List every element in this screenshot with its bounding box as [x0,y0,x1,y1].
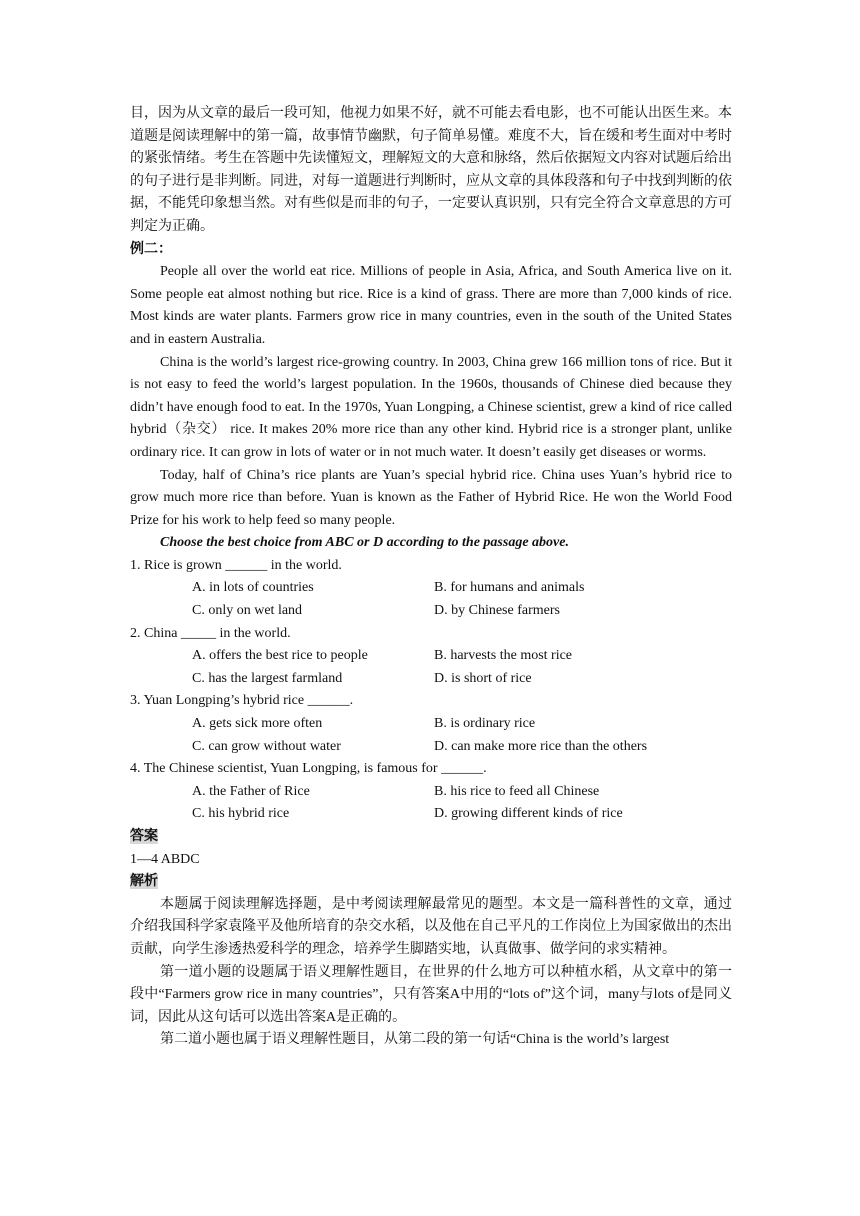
question-1 [130,555,732,623]
question-stem: 1. Rice is grown ______ in the world. [130,557,342,573]
passage-paragraph-1: People all over the world eat rice. Millions of people in Asia, Africa, and South America live on it. Some people eat almost nothing but rice. Rice is a kind of grass. There are more than 7,000 kinds of rice. Most kinds are water plants. Farmers grow rice in many countries, even in the south of the United States and in eastern Australia. [130,264,732,347]
answer-heading: 答案 [130,829,158,844]
question-stem: 4. The Chinese scientist, Yuan Longping, is famous for ______. [130,761,487,777]
option-d: D. growing different kinds of rice [434,806,623,822]
option-c: C. only on wet land [192,603,303,619]
question-4 [130,758,732,826]
passage-paragraph-3: Today, half of China’s rice plants are Yuan’s special hybrid rice. China uses Yuan’s hybrid rice to grow much more rice than before. Yuan is known as the Father of Hybrid Rice. He won the World Food Prize for his work to help feed so many people. [130,467,732,528]
option-d: D. by Chinese farmers [434,603,560,619]
analysis-paragraph-2: 第一道小题的设题属于语义理解性题目，在世界的什么地方可以种植水稻，从文章中的第一段中“Farmers grow rice in many countries”，只有答案A中用的“lots of”这个词，many与lots of是同义词，因此从这句话可以选出答案A是正确的。 [130,964,732,1025]
option-a: A. the Father of Rice [192,783,310,799]
question-stem: 2. China _____ in the world. [130,625,291,641]
option-a: A. in lots of countries [192,580,314,596]
option-d: D. is short of rice [434,670,532,686]
option-b: B. is ordinary rice [434,716,536,732]
option-b: B. his rice to feed all Chinese [434,783,600,799]
option-a: A. offers the best rice to people [192,648,368,664]
passage-paragraph-2: China is the world’s largest rice-growing country. In 2003, China grew 166 million tons of rice. But it is not easy to feed the world’s largest population. In the 1960s, thousands of Chinese died because they didn’t have enough food to eat. In the 1970s, Yuan Longping, a Chinese scientist, grew a kind of rice called hybrid（杂交） rice. It makes 20% more rice than any other kind. Hybrid rice is a stronger plant, unlike ordinary rice. It can grow in lots of water or in not much water. It doesn’t easily get diseases or worms. [130,354,732,460]
instruction: Choose the best choice from ABC or D according to the passage above. [160,535,569,551]
question-stem: 3. Yuan Longping’s hybrid rice ______. [130,693,354,709]
analysis-heading: 解析 [130,874,158,890]
option-a: A. gets sick more often [192,716,323,732]
document-body [130,103,732,1052]
option-b: B. for humans and animals [434,580,585,596]
intro-paragraph: 目，因为从文章的最后一段可知，他视力如果不好，就不可能去看电影，也不可能认出医生来。本道题是阅读理解中的第一篇，故事情节幽默，句子简单易懂。难度不大，旨在缓和考生面对中考时的紧张情绪。考生在答题中先读懂短文，理解短文的大意和脉络，然后依据短文内容对试题后给出的句子进行是非判断。同进，对每一道题进行判断时，应从文章的具体段落和句子中找到判断的依据，不能凭印象想当然。对有些似是而非的句子，一定要认真识别，只有完全符合文章意思的方可判定为正确。 [130,106,732,234]
option-d: D. can make more rice than the others [434,738,648,754]
answer-text: 1—4 ABDC [130,851,200,867]
option-b: B. harvests the most rice [434,648,573,664]
analysis-paragraph-3: 第二道小题也属于语义理解性题目，从第二段的第一句话“China is the world’s largest [160,1032,670,1048]
answer-heading-line [130,826,732,849]
option-c: C. can grow without water [192,738,341,754]
analysis-heading-line [130,871,732,894]
example-heading: 例二： [130,241,172,257]
question-2 [130,623,732,691]
analysis-paragraph-1: 本题属于阅读理解选择题，是中考阅读理解最常见的题型。本文是一篇科普性的文章，通过介绍我国科学家袁隆平及他所培育的杂交水稻，以及他在自己平凡的工作岗位上为国家做出的杰出贡献，向学生渗透热爱科学的理念，培养学生脚踏实地，认真做事、做学问的求实精神。 [130,896,732,957]
option-c: C. has the largest farmland [192,670,343,686]
question-3 [130,690,732,758]
option-c: C. his hybrid rice [192,806,290,822]
